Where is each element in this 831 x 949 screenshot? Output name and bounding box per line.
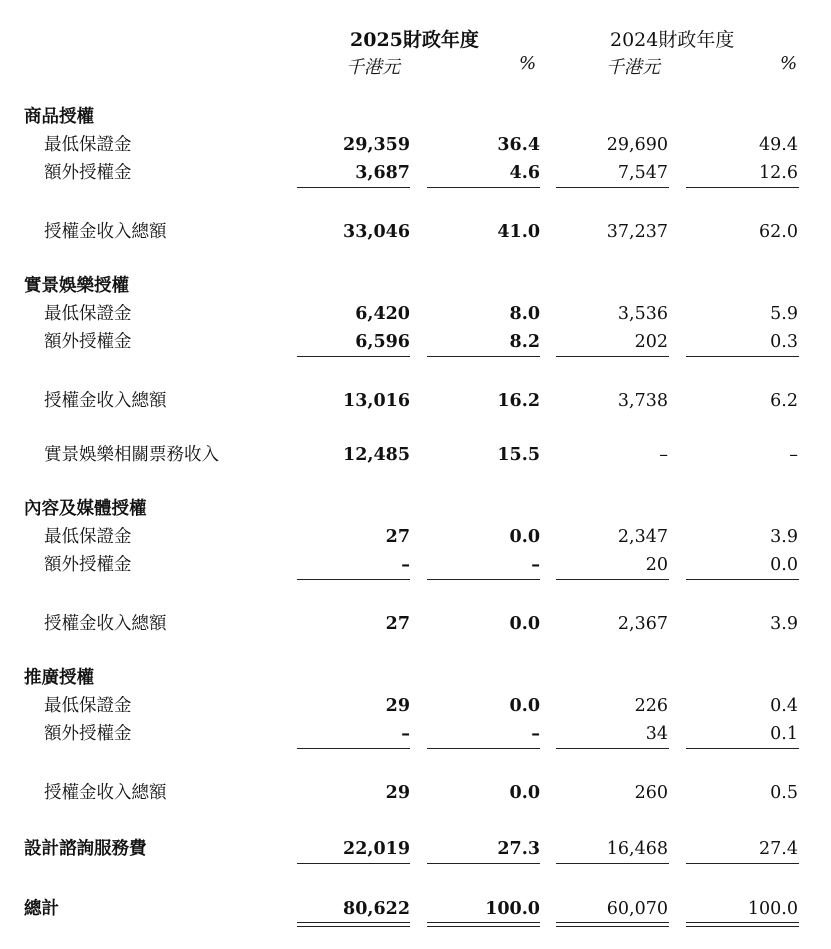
underline-rule xyxy=(297,748,410,749)
row-label: 最低保證金 xyxy=(44,135,132,155)
value-2025-hkd: 33,046 xyxy=(343,222,410,242)
row-label: 實景娛樂相關票務收入 xyxy=(44,445,219,465)
percent-2024: 0.4 xyxy=(770,696,798,716)
percent-2024: 49.4 xyxy=(759,135,798,155)
underline-rule xyxy=(427,863,540,864)
underline-rule xyxy=(686,748,799,749)
percent-2024: 0.3 xyxy=(770,332,798,352)
value-2025-hkd: 29,359 xyxy=(343,135,410,155)
row-label: 授權金收入總額 xyxy=(44,614,167,634)
value-2025-hkd: 12,485 xyxy=(343,445,410,465)
percent-2025: 4.6 xyxy=(509,163,540,183)
underline-rule xyxy=(686,579,799,580)
row-label: 最低保證金 xyxy=(44,304,132,324)
row-label: 額外授權金 xyxy=(44,332,132,352)
percent-2025: 100.0 xyxy=(485,899,540,919)
row-label: 額外授權金 xyxy=(44,724,132,744)
value-2025-hkd: 80,622 xyxy=(343,899,410,919)
percent-2025: 0.0 xyxy=(509,696,540,716)
header-year-2024: 2024財政年度 xyxy=(610,29,735,51)
value-2025-hkd: 29 xyxy=(385,783,410,803)
row-label: 最低保證金 xyxy=(44,527,132,547)
value-2024-hkd: 2,367 xyxy=(617,614,668,634)
value-2024-hkd: 260 xyxy=(634,783,668,803)
underline-rule xyxy=(556,579,669,580)
header-year-2025: 2025財政年度 xyxy=(350,29,479,51)
value-2025-hkd: 6,420 xyxy=(355,304,410,324)
grand-total-row xyxy=(0,896,831,922)
percent-2025: 0.0 xyxy=(509,783,540,803)
underline-rule xyxy=(427,748,540,749)
percent-2025: 16.2 xyxy=(497,391,540,411)
value-2025-hkd: 6,596 xyxy=(355,332,410,352)
value-2024-hkd: 37,237 xyxy=(606,222,668,242)
percent-2025: 36.4 xyxy=(497,135,540,155)
table-row xyxy=(0,611,831,637)
table-row xyxy=(0,219,831,245)
header-pct-2024: % xyxy=(780,53,798,74)
value-2024-hkd: 202 xyxy=(634,332,668,352)
value-2024-hkd: 16,468 xyxy=(606,839,668,859)
table-row xyxy=(0,721,831,747)
section-title: 實景娛樂授權 xyxy=(24,276,129,296)
percent-2025: 15.5 xyxy=(497,445,540,465)
underline-rule xyxy=(427,187,540,188)
table-row xyxy=(0,388,831,414)
value-2025-hkd: 29 xyxy=(385,696,410,716)
row-label: 設計諮詢服務費 xyxy=(24,839,147,859)
section-header-row xyxy=(0,273,831,299)
double-underline-rule xyxy=(297,922,410,927)
percent-2024: 62.0 xyxy=(759,222,798,242)
percent-2024: 6.2 xyxy=(770,391,798,411)
section-title: 內容及媒體授權 xyxy=(24,499,147,519)
underline-rule xyxy=(556,187,669,188)
percent-2025: 41.0 xyxy=(497,222,540,242)
row-label: 授權金收入總額 xyxy=(44,783,167,803)
value-2025-hkd: 3,687 xyxy=(355,163,410,183)
percent-2024: 3.9 xyxy=(770,527,798,547)
section-title: 商品授權 xyxy=(24,107,94,127)
percent-2025: 8.2 xyxy=(509,332,540,352)
value-2025-hkd: 27 xyxy=(385,527,410,547)
row-label: 授權金收入總額 xyxy=(44,222,167,242)
underline-rule xyxy=(297,187,410,188)
underline-rule xyxy=(686,356,799,357)
table-row xyxy=(0,160,831,186)
underline-rule xyxy=(297,579,410,580)
value-2024-hkd: 226 xyxy=(634,696,668,716)
value-2024-hkd: 60,070 xyxy=(606,899,668,919)
percent-2025: 8.0 xyxy=(509,304,540,324)
row-label: 額外授權金 xyxy=(44,555,132,575)
double-underline-rule xyxy=(427,922,540,927)
value-2024-hkd: – xyxy=(659,445,668,465)
value-2024-hkd: 34 xyxy=(645,724,668,744)
row-label: 額外授權金 xyxy=(44,163,132,183)
value-2024-hkd: 2,347 xyxy=(617,527,668,547)
table-row xyxy=(0,442,831,468)
percent-2024: 27.4 xyxy=(759,839,798,859)
underline-rule xyxy=(427,579,540,580)
underline-rule xyxy=(556,356,669,357)
percent-2025: – xyxy=(531,555,540,575)
percent-2024: – xyxy=(789,445,798,465)
row-label: 授權金收入總額 xyxy=(44,391,167,411)
percent-2024: 0.1 xyxy=(770,724,798,744)
table-row xyxy=(0,132,831,158)
section-header-row xyxy=(0,665,831,691)
underline-rule xyxy=(686,863,799,864)
value-2024-hkd: 7,547 xyxy=(617,163,668,183)
table-row xyxy=(0,693,831,719)
underline-rule xyxy=(686,187,799,188)
section-header-row xyxy=(0,496,831,522)
section-header-row xyxy=(0,104,831,130)
underline-rule xyxy=(427,356,540,357)
section-title: 推廣授權 xyxy=(24,668,94,688)
underline-rule xyxy=(297,863,410,864)
value-2025-hkd: 13,016 xyxy=(343,391,410,411)
value-2025-hkd: 27 xyxy=(385,614,410,634)
underline-rule xyxy=(556,748,669,749)
table-row xyxy=(0,301,831,327)
table-row xyxy=(0,780,831,806)
table-row xyxy=(0,552,831,578)
table-row xyxy=(0,524,831,550)
percent-2024: 100.0 xyxy=(747,899,798,919)
double-underline-rule xyxy=(556,922,669,927)
percent-2025: 0.0 xyxy=(509,614,540,634)
value-2024-hkd: 3,738 xyxy=(617,391,668,411)
value-2025-hkd: – xyxy=(401,555,410,575)
value-2024-hkd: 3,536 xyxy=(617,304,668,324)
double-underline-rule xyxy=(686,922,799,927)
row-label: 總計 xyxy=(24,899,59,919)
percent-2024: 3.9 xyxy=(770,614,798,634)
header-pct-2025: % xyxy=(519,53,537,74)
value-2025-hkd: – xyxy=(401,724,410,744)
percent-2024: 5.9 xyxy=(770,304,798,324)
percent-2024: 0.5 xyxy=(770,783,798,803)
value-2024-hkd: 20 xyxy=(645,555,668,575)
value-2024-hkd: 29,690 xyxy=(606,135,668,155)
underline-rule xyxy=(556,863,669,864)
table-row xyxy=(0,836,831,862)
underline-rule xyxy=(297,356,410,357)
percent-2025: – xyxy=(531,724,540,744)
value-2025-hkd: 22,019 xyxy=(343,839,410,859)
table-row xyxy=(0,329,831,355)
header-unit-2024: 千港元 xyxy=(606,57,660,78)
header-unit-2025: 千港元 xyxy=(346,57,400,78)
row-label: 最低保證金 xyxy=(44,696,132,716)
percent-2025: 0.0 xyxy=(509,527,540,547)
percent-2024: 0.0 xyxy=(770,555,798,575)
percent-2024: 12.6 xyxy=(759,163,798,183)
percent-2025: 27.3 xyxy=(497,839,540,859)
